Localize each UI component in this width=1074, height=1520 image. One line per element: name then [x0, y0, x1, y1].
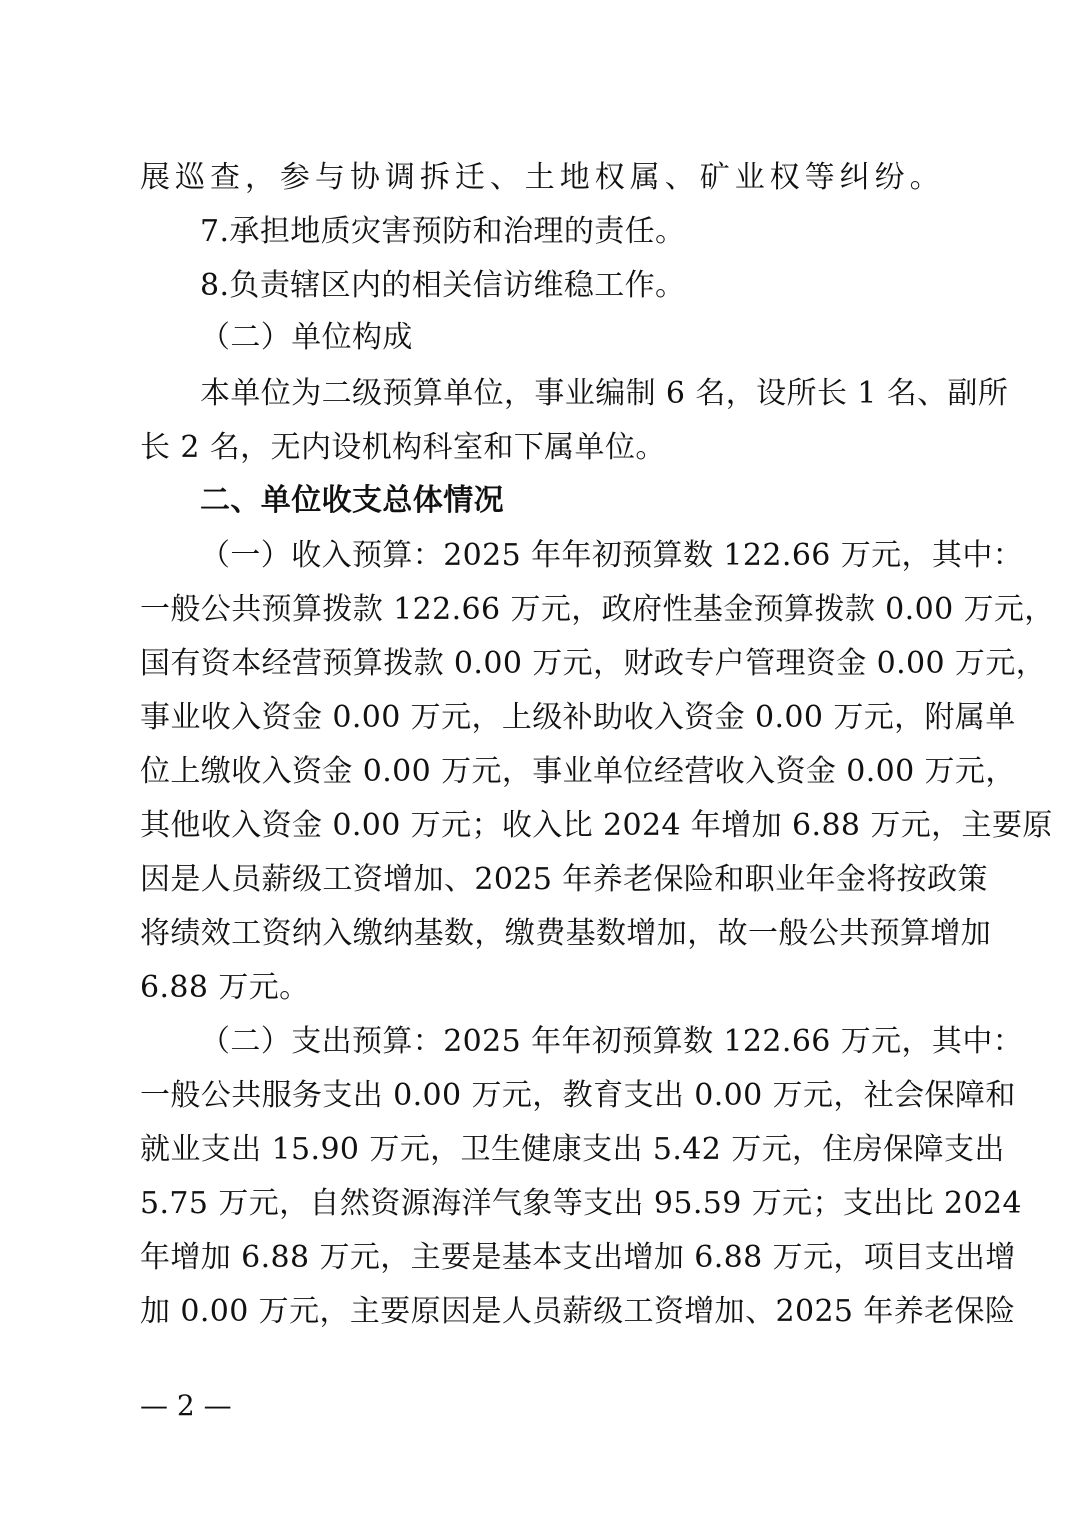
body-text-line: 展巡查，参与协调拆迁、土地权属、矿业权等纠纷。 — [140, 160, 940, 195]
body-text-line: 5.75 万元，自然资源海洋气象等支出 95.59 万元；支出比 2024 — [140, 1186, 1022, 1221]
body-text-line: 将绩效工资纳入缴纳基数，缴费基数增加，故一般公共预算增加 — [140, 916, 992, 951]
body-text-line: （一）收入预算：2025 年年初预算数 122.66 万元，其中： — [200, 538, 1024, 573]
list-item-7: 7.承担地质灾害预防和治理的责任。 — [200, 214, 686, 249]
body-text-line: 因是人员薪级工资增加、2025 年养老保险和职业年金将按政策 — [140, 862, 988, 897]
body-text-line: 一般公共服务支出 0.00 万元，教育支出 0.00 万元，社会保障和 — [140, 1078, 1016, 1113]
list-item-8: 8.负责辖区内的相关信访维稳工作。 — [200, 268, 686, 303]
body-text-line: 年增加 6.88 万元，主要是基本支出增加 6.88 万元，项目支出增 — [140, 1240, 1016, 1275]
body-text-line: 加 0.00 万元，主要原因是人员薪级工资增加、2025 年养老保险 — [140, 1294, 1016, 1329]
body-text-line: 事业收入资金 0.00 万元，上级补助收入资金 0.00 万元，附属单 — [140, 700, 1016, 735]
body-text-line: 位上缴收入资金 0.00 万元，事业单位经营收入资金 0.00 万元， — [140, 754, 1016, 789]
body-text-line: 就业支出 15.90 万元，卫生健康支出 5.42 万元，住房保障支出 — [140, 1132, 1005, 1167]
body-text-line: 其他收入资金 0.00 万元；收入比 2024 年增加 6.88 万元，主要原 — [140, 808, 1053, 843]
section-heading: 二、单位收支总体情况 — [200, 483, 504, 518]
body-text-line: 一般公共预算拨款 122.66 万元，政府性基金预算拨款 0.00 万元， — [140, 592, 1055, 627]
body-text-line: （二）支出预算：2025 年年初预算数 122.66 万元，其中： — [200, 1024, 1024, 1059]
body-text-line: 长 2 名，无内设机构科室和下属单位。 — [140, 430, 666, 465]
subsection-heading: （二）单位构成 — [200, 320, 413, 355]
body-text-line: 6.88 万元。 — [140, 970, 310, 1005]
body-text-line: 本单位为二级预算单位，事业编制 6 名，设所长 1 名、副所 — [200, 376, 1009, 411]
body-text-line: 国有资本经营预算拨款 0.00 万元，财政专户管理资金 0.00 万元， — [140, 646, 1047, 681]
page-number: — 2 — — [140, 1389, 232, 1422]
